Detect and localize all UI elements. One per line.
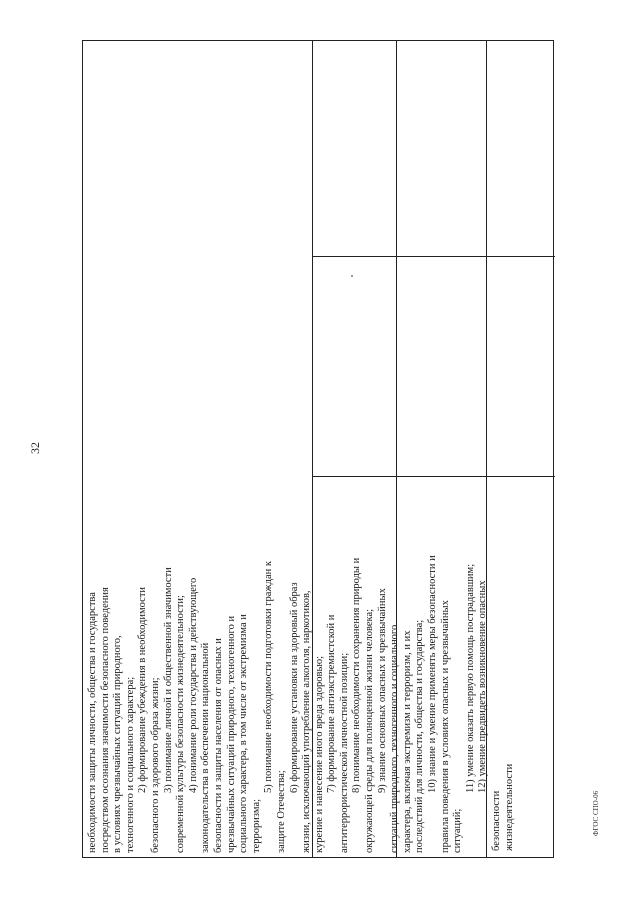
column-divider [397, 476, 486, 477]
content-line: 2) формирование убеждения в необходимости [137, 586, 149, 793]
table-rotated [82, 40, 554, 858]
column-divider [487, 476, 555, 477]
table-row-empty-2 [397, 41, 487, 857]
content-line: окружающей среды для полноценной жизни человека; [364, 608, 376, 853]
content-line: ситуаций природного, техногенного и социального [389, 624, 401, 853]
content-line: терроризма; [250, 798, 262, 853]
content-line: антитеррористической личностной позиции; [338, 652, 350, 853]
content-line: 3) понимание личной и общественной значимости [162, 567, 174, 793]
content-line: посредством осознания значимости безопасного поведения [99, 587, 111, 853]
content-line: характера, включая экстремизм и терроризм, и их [401, 630, 413, 853]
column-divider [487, 256, 555, 257]
content-line: жизни, исключающий употребление алкоголя, наркотиков, [301, 590, 313, 853]
content-line: техногенного и социального характера; [124, 676, 136, 853]
content-line: в условиях чрезвычайных ситуаций природного, [112, 635, 124, 853]
content-line: защите Отечества; [275, 770, 287, 853]
content-line: ситуаций; [452, 808, 464, 853]
content-line: 5) понимание необходимости подготовки граждан к [263, 560, 275, 793]
content-line: социального характера, в том числе от экстремизма и [238, 614, 250, 853]
column-divider [313, 476, 396, 477]
column-divider [397, 256, 486, 257]
content-line: правила поведения в условиях опасных и чрезвычайных [439, 600, 451, 853]
scan-speck [351, 275, 353, 277]
table-grid [82, 40, 554, 858]
content-line: безопасного и здорового образа жизни; [149, 677, 161, 853]
content-line: чрезвычайных ситуаций природного, техногенного и [225, 615, 237, 853]
page-number: 32 [28, 442, 42, 454]
content-line: современной культуры безопасности жизнедеятельности; [175, 595, 187, 853]
label-line-2: жизнедеятельности [503, 763, 515, 851]
content-line: 11) умение оказать первую помощь пострадавшим; [464, 563, 476, 793]
table-row-content [83, 41, 489, 857]
content-line: 6) формирование установки на здоровый образ [288, 582, 300, 793]
content-line: 10) знание и умение применять меры безопасности и [427, 555, 439, 793]
table-row-label [487, 41, 555, 857]
label-line-1: безопасности [491, 790, 502, 851]
content-line: 8) понимание необходимости сохранения природы и [351, 557, 363, 793]
footer-code: ФГОС СПО-06 [592, 790, 600, 836]
label-cell-text [491, 764, 516, 851]
content-line: законодательства в обеспечении национальной [200, 642, 212, 853]
table-row-empty-1 [313, 41, 397, 857]
content-line: 12) умение предвидеть возникновение опасных [477, 580, 489, 793]
content-line: необходимости защиты личности, общества и государства [87, 592, 98, 853]
content-line: курение и нанесение иного вреда здоровью; [313, 656, 325, 853]
content-line: 9) знание основных опасных и чрезвычайных [376, 588, 388, 793]
content-line: 4) понимание роли государства и действующего [187, 577, 199, 793]
content-cell-text [87, 45, 489, 853]
content-line: последствий для личности, общества и государства; [414, 619, 426, 853]
content-line: 7) формирование антиэкстремистской и [326, 614, 338, 793]
column-divider [313, 256, 396, 257]
content-line: безопасности и защиты населения от опасных и [212, 638, 224, 853]
